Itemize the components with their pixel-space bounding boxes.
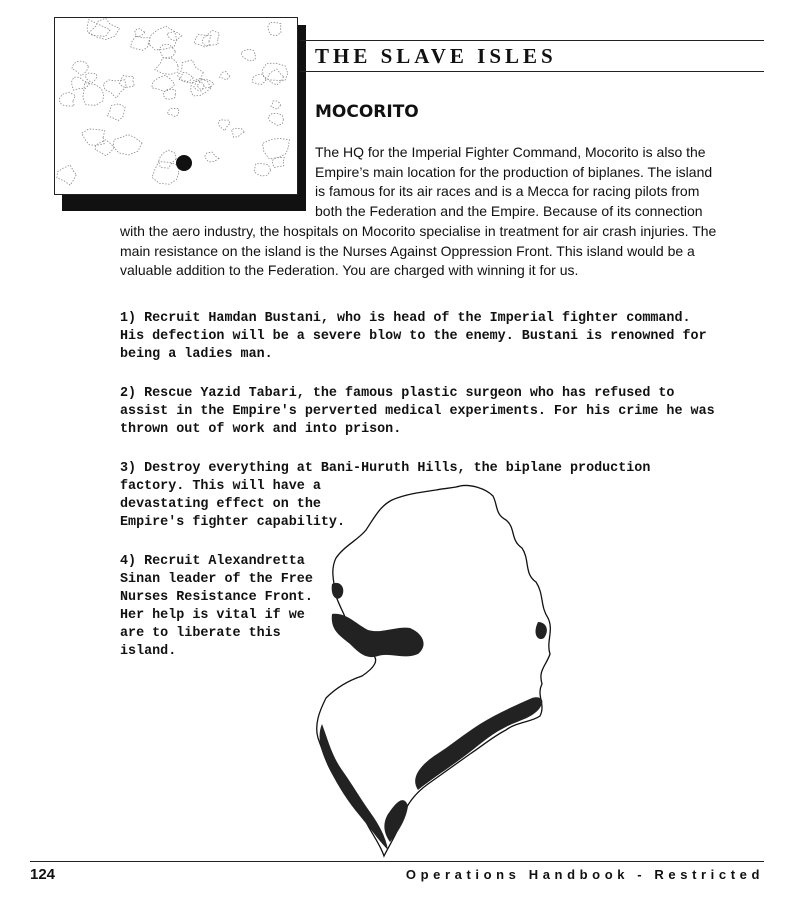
mission-2: 2) Rescue Yazid Tabari, the famous plastic surgeon who has refused to assist in the Empire's perverted medical experiments. For his crime he was thrown out of work and into prison.: [120, 386, 715, 437]
archipelago-islet: [262, 63, 288, 81]
title-rule-bottom: [300, 71, 764, 72]
archipelago-islet: [131, 36, 150, 50]
chapter-title: THE SLAVE ISLES: [315, 44, 557, 68]
archipelago-islet: [119, 76, 134, 88]
archipelago-islet: [82, 129, 105, 146]
archipelago-islet: [57, 165, 76, 185]
archipelago-islet: [83, 83, 104, 106]
archipelago-islet: [159, 45, 176, 59]
section-heading: MOCORITO: [315, 102, 419, 122]
footer-handbook-label: Operations Handbook - Restricted: [405, 867, 764, 882]
mission-4: 4) Recruit Alexandretta Sinan leader of the Free Nurses Resistance Front. Her help is vital if we are to liberate this island.: [120, 554, 313, 659]
archipelago-islet: [167, 108, 179, 116]
archipelago-islet: [85, 73, 97, 82]
archipelago-islet: [103, 80, 126, 98]
mission-3-rest: factory. This will have a devastating effect on the Empire's fighter capability.: [120, 479, 345, 530]
archipelago-islet: [164, 89, 176, 100]
archipelago-islet: [218, 120, 229, 131]
archipelago-islet: [152, 75, 175, 91]
archipelago-islet: [268, 69, 284, 85]
archipelago-islet: [220, 72, 230, 80]
archipelago-islet: [107, 104, 125, 121]
footer-rule: [30, 861, 764, 862]
archipelago-islet: [241, 49, 255, 61]
archipelago-islet: [59, 92, 75, 106]
mission-1: 1) Recruit Hamdan Bustani, who is head of the Imperial fighter command. His defection will be a severe blow to the enemy. Bustani is renowned for being a ladies man.: [120, 311, 707, 362]
archipelago-islet: [135, 28, 145, 36]
archipelago-islet: [268, 113, 283, 125]
archipelago-islet: [148, 26, 177, 50]
title-bar-accent: [298, 26, 304, 84]
page-number: 124: [30, 866, 56, 883]
archipelago-islet: [87, 20, 110, 37]
archipelago-islet: [167, 32, 182, 41]
archipelago-islet: [194, 81, 204, 91]
intro-text: The HQ for the Imperial Fighter Command, Mocorito is also the Empire’s main location for the production of biplanes. The island is famous for its air races and is a Mecca for racing pilots from both the Federation and the Empire. Because of its connection with the aero industry, the hospitals on Mocorito specialise in treatment for air crash injuries. The main resistance on the island is the Nurses Against Oppression Front. This island would be a valuable addition to the Federation. You are charged with winning it for us.: [120, 144, 717, 279]
archipelago-islet: [271, 101, 281, 110]
title-rule-top: [300, 40, 764, 41]
mission-3-line1: 3) Destroy everything at Bani-Huruth Hills, the biplane production: [120, 461, 651, 476]
archipelago-islet: [155, 57, 178, 74]
archipelago-islet: [232, 128, 245, 137]
archipelago-islet: [72, 61, 89, 76]
intro-paragraph: [120, 143, 720, 281]
archipelago-islet: [95, 140, 114, 156]
archipelago-islet: [202, 30, 220, 46]
mocorito-island-map-icon: [310, 484, 560, 864]
archipelago-islet: [252, 74, 266, 84]
archipelago-islet: [268, 22, 281, 36]
